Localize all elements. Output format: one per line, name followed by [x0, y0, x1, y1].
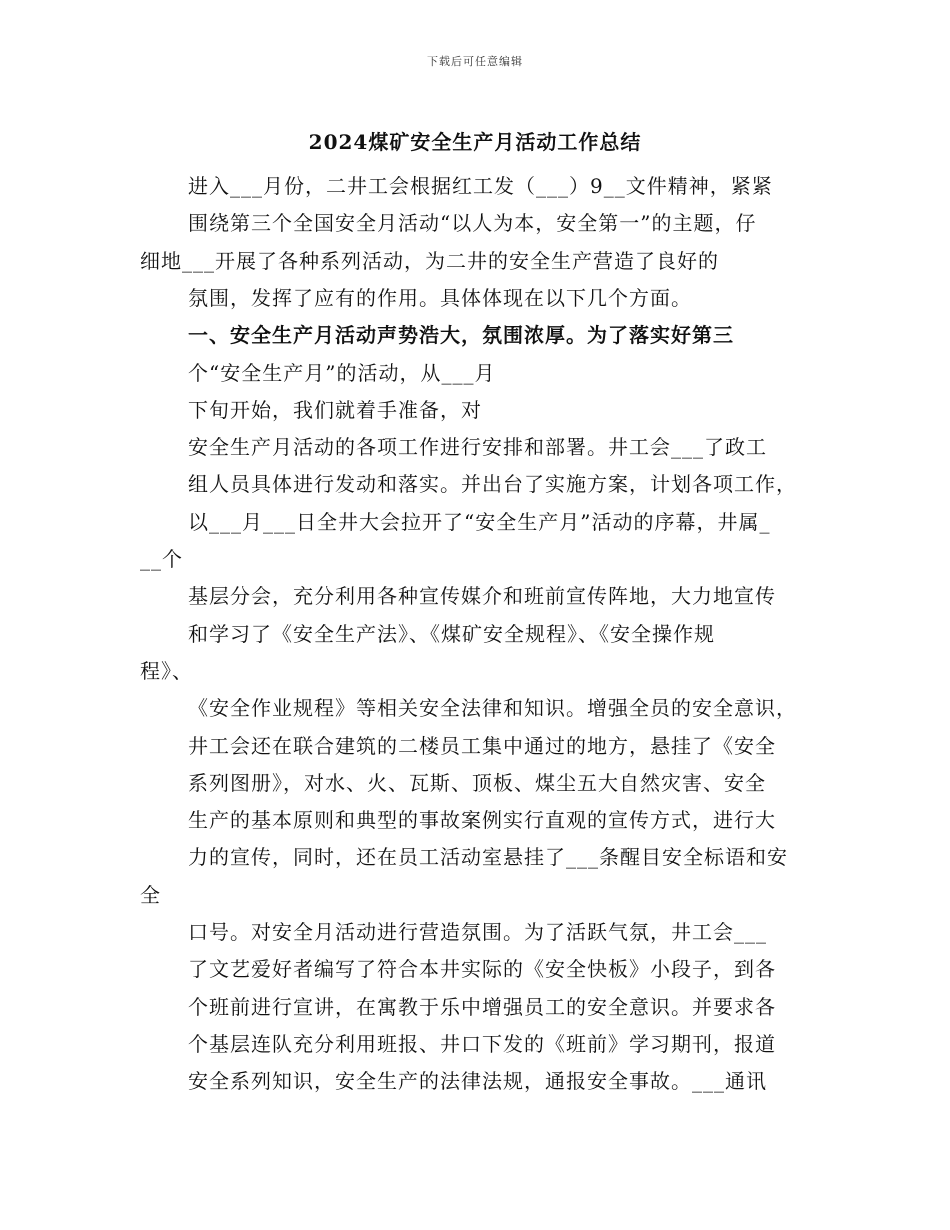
body-line: 全	[140, 882, 161, 907]
body-line: 以___月___日全井大会拉开了“安全生产月”活动的序幕，井属_	[188, 509, 771, 534]
body-line: 氛围，发挥了应有的作用。具体体现在以下几个方面。	[188, 285, 692, 310]
header-note: 下载后可任意编辑	[427, 55, 523, 68]
body-line: 和学习了《安全生产法》、《煤矿安全规程》、《安全操作规	[188, 621, 715, 646]
body-line: 基层分会，充分利用各种宣传媒介和班前宣传阵地，大力地宣传	[188, 584, 776, 609]
body-line: 下旬开始，我们就着手准备，对	[188, 397, 482, 422]
body-line: 程》、	[140, 658, 193, 683]
body-line: __个	[140, 547, 183, 571]
body-line: 了文艺爱好者编写了符合本井实际的《安全快板》小段子，到各	[188, 957, 776, 982]
body-line: 个基层连队充分利用班报、井口下发的《班前》学习期刊，报道	[188, 1031, 776, 1056]
document-title: 2024煤矿安全生产月活动工作总结	[308, 130, 642, 154]
body-line: 安全生产月活动的各项工作进行安排和部署。井工会___了政工	[188, 435, 767, 460]
body-line: 系列图册》，对水、火、瓦斯、顶板、煤尘五大自然灾害、安全	[188, 770, 766, 795]
body-line: 个班前进行宣讲，在寓教于乐中增强员工的安全意识。并要求各	[188, 994, 776, 1019]
body-line: 生产的基本原则和典型的事故案例实行直观的宣传方式，进行大	[188, 808, 776, 833]
body-line: 细地___开展了各种系列活动，为二井的安全生产营造了良好的	[140, 248, 719, 273]
body-line: 个“安全生产月”的活动，从___月	[188, 360, 496, 385]
body-line: 口号。对安全月活动进行营造氛围。为了活跃气氛，井工会___	[188, 920, 767, 944]
body-line: 组人员具体进行发动和落实。并出台了实施方案，计划各项工作，	[188, 472, 797, 497]
body-line: 安全系列知识，安全生产的法律法规，通报安全事故。___通讯	[188, 1069, 767, 1094]
body-line: 一、安全生产月活动声势浩大，氛围浓厚。为了落实好第三	[188, 323, 734, 348]
body-line: 力的宣传，同时，还在员工活动室悬挂了___条醒目安全标语和安	[188, 845, 788, 870]
body-line: 围绕第三个全国安全月活动“以人为本，安全第一”的主题，仔	[188, 211, 757, 236]
body-line: 进入___月份，二井工会根据红工发（___）9__文件精神，紧紧	[188, 174, 773, 198]
body-line: 井工会还在联合建筑的二楼员工集中通过的地方，悬挂了《安全	[188, 733, 776, 758]
body-line: 《安全作业规程》等相关安全法律和知识。增强全员的安全意识，	[188, 696, 797, 721]
